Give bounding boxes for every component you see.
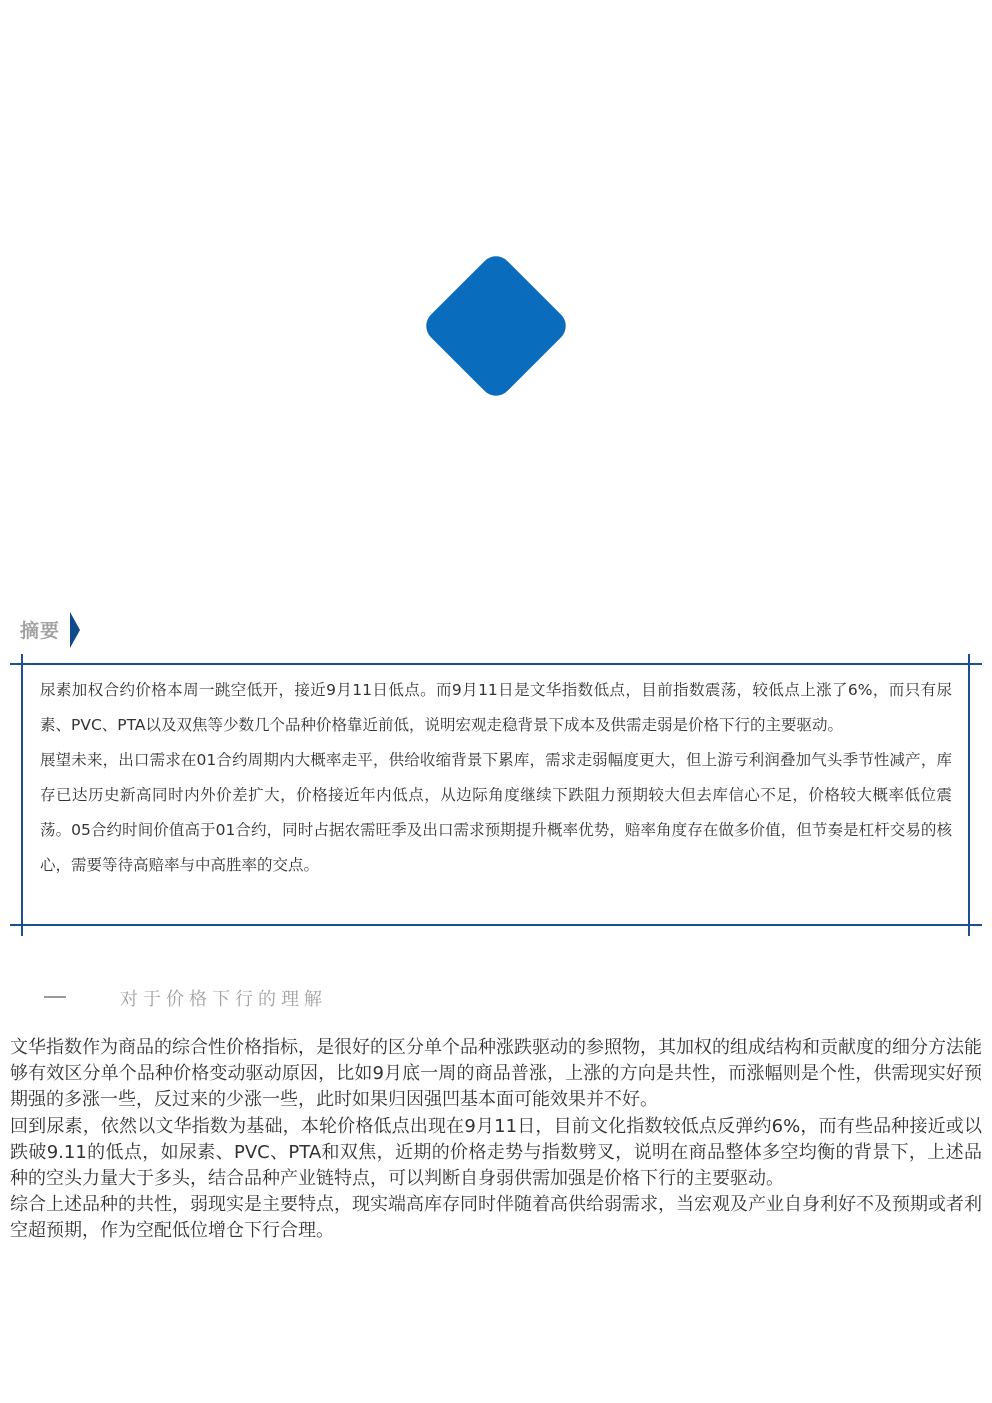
summary-box-top-border <box>10 663 982 665</box>
summary-body <box>40 673 952 883</box>
summary-paragraph: 尿素加权合约价格本周一跳空低开，接近9月11日低点。而9月11日是文华指数低点，目前指数震荡，较低点上涨了6%，而只有尿素、PVC、PTA以及双焦等少数几个品种价格靠近前低，说明宏观走稳背景下成本及供需走弱是价格下行的主要驱动。 <box>40 681 952 734</box>
chevron-right-icon <box>70 612 80 648</box>
summary-heading: 摘要 <box>20 620 61 642</box>
body-paragraph: 综合上述品种的共性，弱现实是主要特点，现实端高库存同时伴随着高供给弱需求，当宏观及产业自身利好不及预期或者利空超预期，作为空配低位增仓下行合理。 <box>10 1194 982 1242</box>
section-number <box>44 996 66 998</box>
section-body <box>10 1035 982 1245</box>
diamond-logo-icon <box>420 250 573 403</box>
summary-box-bottom-border <box>10 924 982 926</box>
section-number-text <box>44 984 45 985</box>
summary-box-left-border <box>21 654 23 936</box>
body-paragraph: 文华指数作为商品的综合性价格指标，是很好的区分单个品种涨跌驱动的参照物，其加权的组成结构和贡献度的细分方法能够有效区分单个品种价格变动驱动原因，比如9月底一周的商品普涨，上涨的方向是共性，而涨幅则是个性，供需现实好预期强的多涨一些，反过来的少涨一些，此时如果归因强凹基本面可能效果并不好。 <box>10 1037 982 1111</box>
section-title: 对于价格下行的理解 <box>120 989 327 1010</box>
summary-paragraph: 展望未来，出口需求在01合约周期内大概率走平，供给收缩背景下累库，需求走弱幅度更大，但上游亏利润叠加气头季节性减产，库存已达历史新高同时内外价差扩大，价格接近年内低点，从边际角度继续下跌阻力预期较大但去库信心不足，价格较大概率低位震荡。05合约时间价值高于01合约，同时占据农需旺季及出口需求预期提升概率优势，赔率角度存在做多价值，但节奏是杠杆交易的核心，需要等待高赔率与中高胜率的交点。 <box>40 751 952 874</box>
summary-box-right-border <box>968 654 970 936</box>
body-paragraph: 回到尿素，依然以文华指数为基础，本轮价格低点出现在9月11日，目前文化指数较低点反弹约6%，而有些品种接近或以跌破9.11的低点，如尿素、PVC、PTA和双焦，近期的价格走势与指数劈叉，说明在商品整体多空均衡的背景下，上述品种的空头力量大于多头，结合品种产业链特点，可以判断自身弱供需加强是价格下行的主要驱动。 <box>10 1115 982 1190</box>
